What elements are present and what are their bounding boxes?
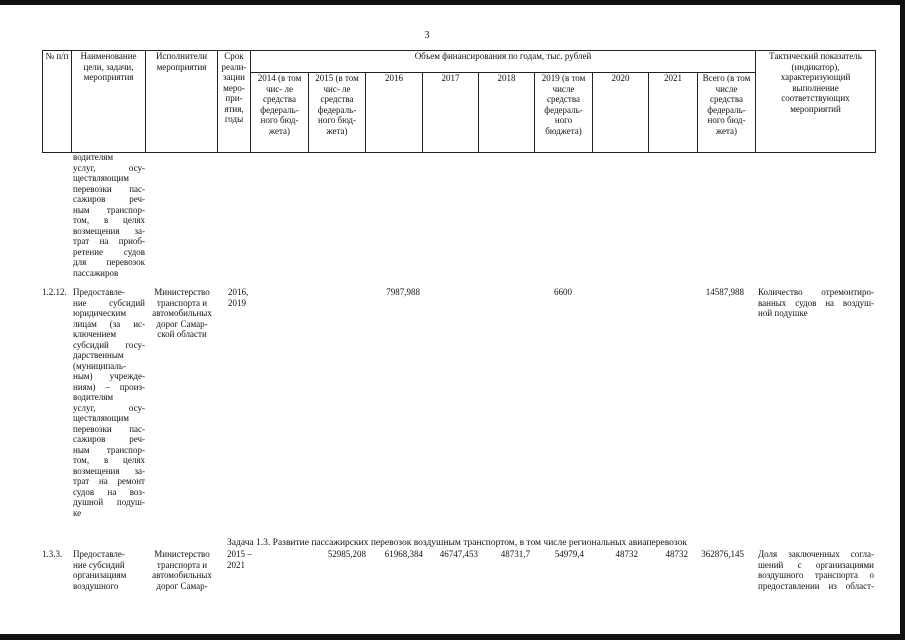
name-line: сажиров реч- xyxy=(73,434,145,444)
continuation-line: ществляющим xyxy=(73,173,130,183)
name-line: душной подуш- xyxy=(73,497,145,507)
name-line: ке xyxy=(73,507,82,518)
row-1-2-12-name xyxy=(73,287,145,518)
continuation-line: для перевозок xyxy=(73,257,145,267)
header-term: Срок реали- зации меро- при- ятия, годы xyxy=(218,51,251,153)
continuation-line: пассажиров xyxy=(73,267,119,278)
name-line: ным транспор- xyxy=(73,444,145,455)
scan-border-bottom xyxy=(0,634,905,640)
name-line: ние субсидий xyxy=(73,297,145,308)
row-1-3-3-2015: 52985,208 xyxy=(327,549,366,559)
row-1-2-12-2019: 6600 xyxy=(554,287,572,297)
name-line: ниям) – произ- xyxy=(73,381,145,392)
row-1-3-3-2019: 54979,4 xyxy=(554,549,584,559)
name-line: субсидий госу- xyxy=(73,339,145,350)
name-line: организациям xyxy=(73,570,127,580)
row-1-2-12-2016: 7987,988 xyxy=(386,287,420,297)
executor-line: Министерство xyxy=(154,287,210,297)
executor-line: дорог Самар- xyxy=(156,580,208,591)
name-line: лицам (за ис- xyxy=(73,318,145,329)
executor-line: Министерство xyxy=(154,549,210,559)
header-year-2019: 2019 (в том числе средства федераль- ного бюджета) xyxy=(535,73,593,153)
indicator-line: шений с организациями xyxy=(758,559,874,570)
executor-line: ской области xyxy=(157,329,207,339)
row-1-3-3-2021: 48732 xyxy=(665,549,688,559)
continuation-line: том, в целях xyxy=(73,215,145,225)
executor-line: автомобильных xyxy=(152,570,212,580)
executor-line: дорог Самар- xyxy=(156,318,208,329)
indicator-line: воздушного транспорта о xyxy=(758,570,874,580)
continuation-line: возмещения за- xyxy=(73,225,145,236)
header-indicator: Тактический показатель (индикатор), характеризующий выполнение соответствующих мероприятий xyxy=(756,51,876,153)
name-line: услуг, осу- xyxy=(73,402,145,413)
row-1-3-3-indicator xyxy=(758,549,874,591)
table-header xyxy=(42,50,876,153)
scan-border-right xyxy=(900,0,905,640)
name-line: Предоставле- xyxy=(73,549,125,559)
header-year-2021: 2021 xyxy=(649,73,698,153)
name-line: возмещения за- xyxy=(73,465,145,476)
row-1-3-3-executor xyxy=(147,549,217,591)
continuation-line: ретение судов xyxy=(73,246,145,257)
term-line: 2021 xyxy=(227,559,245,570)
continuation-line: водителям xyxy=(73,152,114,162)
term-line: 2019 xyxy=(228,297,246,308)
header-year-2018: 2018 xyxy=(479,73,535,153)
row-1-2-12-indicator xyxy=(758,287,874,319)
page-number: 3 xyxy=(424,30,430,41)
continuation-line: ным транспор- xyxy=(73,204,145,215)
term-line: 2016, xyxy=(228,287,249,297)
executor-line: транспорта и xyxy=(156,559,208,570)
name-line: судов на воз- xyxy=(73,486,145,497)
header-year-2015: 2015 (в том чис- ле средства федераль- ного бюд- жета) xyxy=(309,73,366,153)
header-num: № п/п xyxy=(43,51,72,153)
name-line: ние субсидий xyxy=(73,559,125,570)
header-volume: Объем финансирования по годам, тыс. рублей xyxy=(251,51,756,73)
continuation-line: сажиров реч- xyxy=(73,194,145,204)
scan-border-top xyxy=(0,0,905,5)
executor-line: автомобильных xyxy=(152,308,212,318)
row-1-3-3-2017: 46747,453 xyxy=(439,549,478,559)
row-1-2-12-executor xyxy=(147,287,217,340)
name-line: дарственным xyxy=(73,350,124,360)
name-line: юридическим xyxy=(73,308,127,318)
name-line: (муниципаль- xyxy=(73,360,126,371)
row-1-3-3-num: 1.3.3. xyxy=(42,549,63,559)
executor-line: транспорта и xyxy=(156,297,208,308)
name-line: Предоставле- xyxy=(73,287,125,297)
row-1-3-3-total: 362876,145 xyxy=(701,549,744,559)
row-1-3-3-2020: 48732 xyxy=(615,549,638,559)
row-1-2-12-term xyxy=(228,287,258,308)
header-year-2017: 2017 xyxy=(423,73,479,153)
header-total: Всего (в том числе средства федераль- ного бюд- жета) xyxy=(698,73,756,153)
name-line: водителям xyxy=(73,392,114,402)
header-year-2020: 2020 xyxy=(593,73,649,153)
header-executors: Исполнители мероприятия xyxy=(146,51,218,153)
row-1-3-3-2016: 61968,384 xyxy=(384,549,423,559)
task-title: Задача 1.3. Развитие пассажирских перевозок воздушным транспортом, в том числе региональных авиаперевозок xyxy=(227,538,687,548)
row-1-2-12-total: 14587,988 xyxy=(705,287,744,297)
continuation-cell xyxy=(73,152,145,278)
row-1-3-3-2018: 48731,7 xyxy=(500,549,530,559)
continuation-line: трат на приоб- xyxy=(73,236,145,246)
name-line: том, в целях xyxy=(73,455,145,465)
name-line: ным) учрежде- xyxy=(73,371,145,381)
header-year-2014: 2014 (в том чис- ле средства федераль- ного бюд- жета) xyxy=(251,73,309,153)
row-1-3-3-name xyxy=(73,549,145,591)
indicator-line: Доля заключенных согла- xyxy=(758,549,874,559)
header-year-2016: 2016 xyxy=(366,73,423,153)
row-1-2-12-num: 1.2.12. xyxy=(42,287,67,297)
name-line: ществляющим xyxy=(73,413,130,423)
header-name: Наименование цели, задачи, мероприятия xyxy=(72,51,146,153)
continuation-line: услуг, осу- xyxy=(73,162,145,173)
indicator-line: Количество отремонтиро- xyxy=(758,287,874,297)
name-line: ключением xyxy=(73,329,117,339)
name-line: воздушного xyxy=(73,580,119,591)
name-line: перевозки пас- xyxy=(73,423,145,434)
term-line: 2015 – xyxy=(227,549,252,559)
indicator-line: ванных судов на воздуш- xyxy=(758,297,874,308)
indicator-line: ной подушке xyxy=(758,308,808,318)
name-line: трат на ремонт xyxy=(73,476,145,486)
continuation-line: перевозки пас- xyxy=(73,183,145,194)
row-1-3-3-term xyxy=(227,549,261,570)
indicator-line: предоставлении из област- xyxy=(758,580,874,591)
